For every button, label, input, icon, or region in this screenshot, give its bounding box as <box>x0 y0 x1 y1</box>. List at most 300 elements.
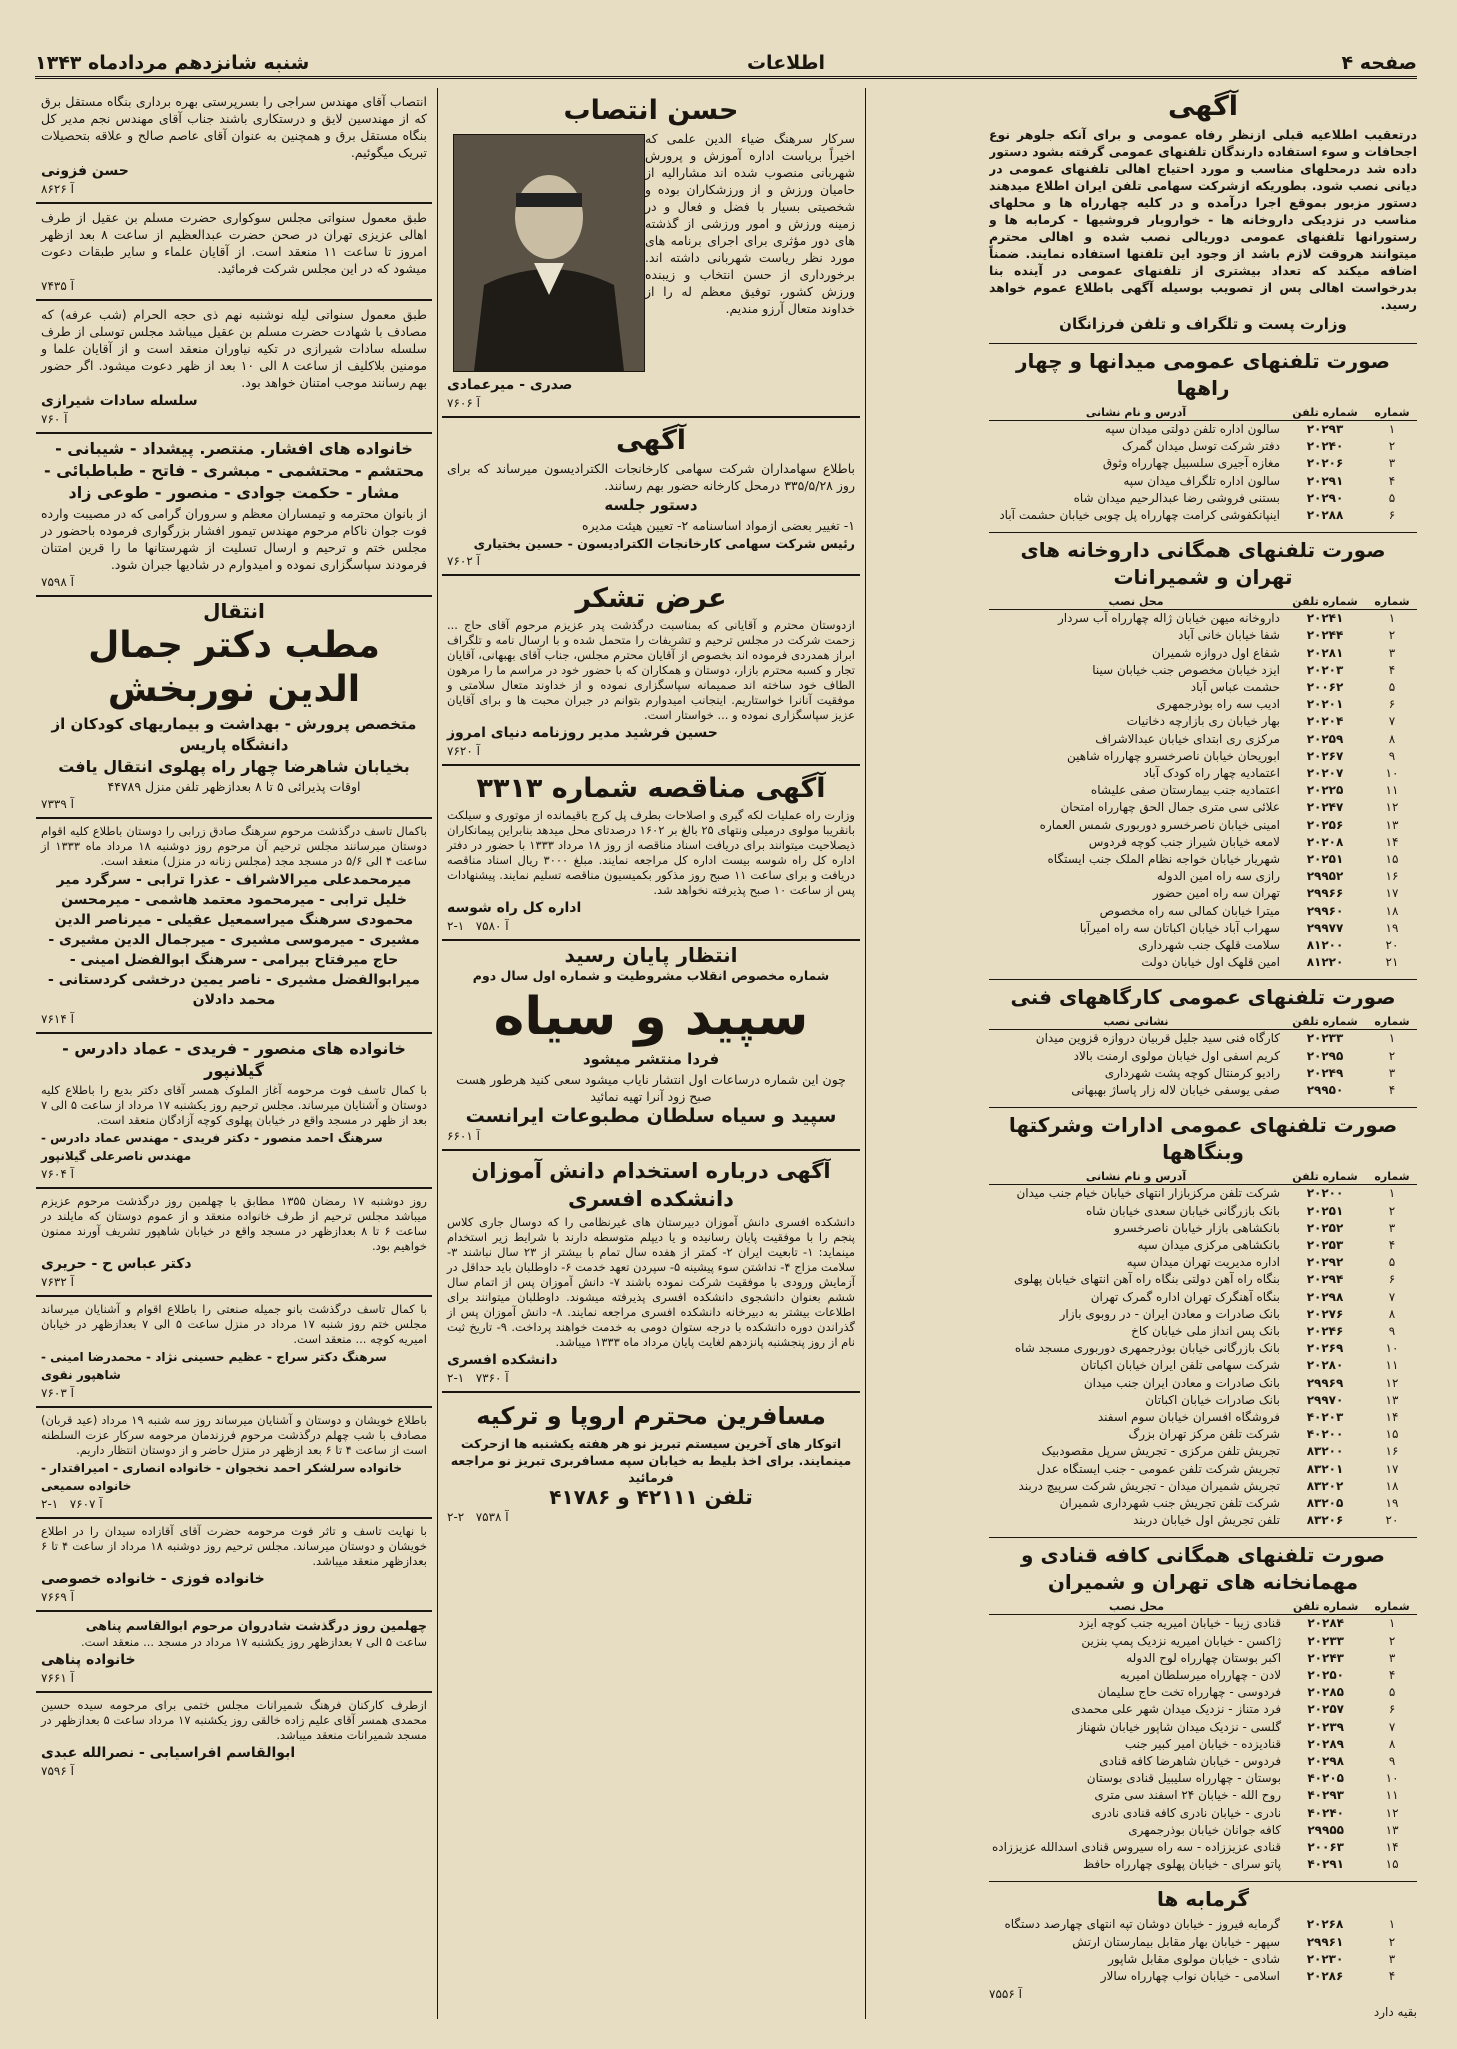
memorial-ad <box>36 819 432 1034</box>
monaqese-title: آگهی مناقصه شماره ۳۳۱۳ <box>476 773 826 804</box>
header-location: آدرس و نام نشانی <box>989 1169 1283 1185</box>
table-row <box>989 490 1417 507</box>
table-row <box>989 438 1417 455</box>
location: مرکزی ری ابتدای خیابان عبدالاشراف <box>1095 731 1280 746</box>
table-row <box>989 1633 1417 1650</box>
phone-number: ۲۹۹۵۲ <box>1306 869 1344 884</box>
phone-table <box>989 594 1417 971</box>
phone-sections <box>989 343 1417 1985</box>
table-row <box>989 1650 1417 1667</box>
notice-signature: وزارت پست و تلگراف و تلفن فرزانگان <box>1059 315 1347 333</box>
phone-number: ۲۰۲۵۹ <box>1306 731 1344 746</box>
row-number: ۲ <box>1388 1934 1396 1949</box>
table-row <box>989 1684 1417 1701</box>
b6-names: میرمحمدعلی میرالاشراف - عذرا ترابی - سرگرد میر خلیل ترابی - میرمحمود معتمد هاشمی - میرمحسن محمودی سرهنگ میراسمعیل عقیلی - میرناصر الدین مشیری - میرموسی مشیری - میرجمال الدین مشیری - حاج میرفتاح بیرامی - سرهنگ ابوالفضل امینی - میرابوالفضل مشیری - ناصر یمین درخشی کردستانی - محمد دادلان <box>48 872 420 1008</box>
b9-body: با کمال تاسف درگذشت بانو جمیله صنعتی را باطلاع اقوام و آشنایان میرساند مجلس ختم روز شنبه ۱۷ مرداد در منزل ساعت ۵ الی ۷ بعدازظهر در خیابان امیریه کوچه ... منعقد است. <box>41 1302 427 1346</box>
ad-code: آ ۷۳۳۹ <box>41 797 74 811</box>
location: رازی سه راه امین الدوله <box>1156 869 1280 884</box>
location: شرکت تلفن تجریش جنب شهرداری شمیران <box>1059 1495 1280 1510</box>
ad-code: آ ۷۵۵۶ <box>989 1987 1022 2002</box>
portrait-figure-icon <box>454 135 644 371</box>
header-phone-number: شماره تلفن <box>1284 1599 1367 1615</box>
row-number: ۶ <box>1388 697 1396 712</box>
table-row <box>989 1461 1417 1478</box>
phone-number: ۲۰۲۶۷ <box>1306 748 1344 763</box>
phone-number: ۲۰۲۵۷ <box>1307 1702 1344 1717</box>
location: امین قلهک اول خیابان دولت <box>1141 955 1280 970</box>
table-row <box>989 903 1417 920</box>
location: بانک بازرگانی خیابان سعدی خیابان شاه <box>1086 1203 1280 1218</box>
row-number: ۱۵ <box>1385 1427 1399 1442</box>
table-row <box>989 1787 1417 1804</box>
phone-number: ۸۳۲۰۲ <box>1306 1478 1344 1493</box>
phone-number: ۲۹۹۷۷ <box>1306 920 1344 935</box>
b10-body: باطلاع خویشان و دوستان و آشنایان میرساند روز سه شنبه ۱۹ مرداد (عید قربان) مصادف با شب چهلم درگذشت مرحوم فرزندمان مرحومه سرکار عزت السلطنه است از ساعت ۴ تا ۶ بعد ازظهر در منزل حاضر و از دوستان انتظار داریم. <box>41 1413 427 1457</box>
phone-number: ۲۰۲۵۲ <box>1306 1220 1344 1235</box>
location: روح الله - خیابان ۲۴ اسفند سی متری <box>1094 1788 1282 1803</box>
phone-number: ۴۰۲۰۳ <box>1306 1409 1344 1424</box>
ad-code: آ ۷۶۲۰ <box>447 744 480 758</box>
row-number: ۳ <box>1388 1065 1396 1080</box>
table-row <box>989 851 1417 868</box>
row-number: ۹ <box>1388 1323 1396 1338</box>
row-number: ۴ <box>1388 473 1396 488</box>
memorial-ad <box>36 1519 432 1612</box>
row-number: ۱۳ <box>1385 817 1399 832</box>
b5-address: بخیابان شاهرضا چهار راه پهلوی انتقال یافت <box>58 757 410 776</box>
header-phone-number: شماره تلفن <box>1283 1169 1367 1185</box>
row-number: ۱۷ <box>1385 886 1399 901</box>
phone-number: ۲۰۲۵۱ <box>1306 852 1344 867</box>
row-number: ۲ <box>1388 628 1396 643</box>
section-title: صورت تلفنهای عمومی ادارات وشرکتها وبنگاهها <box>989 1107 1417 1166</box>
table-header <box>989 1014 1417 1030</box>
location: ژاکسن - خیابان امیریه نزدیک پمپ بنزین <box>1081 1633 1282 1648</box>
phone-number: ۸۳۲۰۶ <box>1306 1513 1344 1528</box>
row-number: ۱۴ <box>1385 1409 1399 1424</box>
phone-number: ۸۱۲۰۰ <box>1306 938 1344 953</box>
phone-number: ۲۹۹۶۹ <box>1306 1375 1344 1390</box>
b11-body: با نهایت تاسف و تاثر فوت مرحومه حضرت آقای آقازاده سیدان را در اطلاع خویشان و دوستان میرساند. مجلس ترحیم روز دوشنبه ۱۸ مرداد از ساعت ۴ تا ۶ بعدازظهر منعقد میباشد. <box>41 1524 428 1568</box>
location: سلامت قلهک جنب شهرداری <box>1138 938 1280 953</box>
location: کریم اسفی اول خیابان مولوی ارمنت بالاد <box>1073 1048 1280 1063</box>
table-row <box>989 421 1417 439</box>
magazine-sub: شماره مخصوص انقلاب مشروطیت و شماره اول سال دوم <box>472 968 830 983</box>
b3-body: طبق معمول سنواتی لیله نوشنبه نهم ذی حجه الحرام (شب عرفه) که مصادف با شهادت حضرت مسلم بن عقیل میباشد مجلس توسلی از طرف سلسله سادات شیرازی در تکیه نیاوران منعقد است و از آقایان علما و مومنین بلاکلیف از ساعت ۸ الی ۱۰ بعد از ظهر دعوت میشود. اگر حضور بهم رسانند موجب امتنان خواهد بود. <box>41 307 427 390</box>
row-number: ۱۱ <box>1385 783 1399 798</box>
row-number: ۱۶ <box>1385 1444 1399 1459</box>
phone-number: ۲۰۲۹۲ <box>1306 1255 1344 1270</box>
location: حشمت عباس آباد <box>1190 680 1280 695</box>
phone-number: ۲۹۹۶۰ <box>1306 903 1344 918</box>
table-row <box>989 1306 1417 1323</box>
table-row <box>989 1822 1417 1839</box>
location: بهار خیابان ری بازارچه دخانیات <box>1126 714 1280 729</box>
table-row <box>989 1719 1417 1736</box>
b1-signature: حسن فزونی <box>41 163 129 179</box>
phone-number: ۲۰۲۳۳ <box>1306 1031 1344 1046</box>
phone-number: ۲۰۲۹۸ <box>1307 1753 1344 1768</box>
magazine-out: فردا منتشر میشود <box>582 1050 720 1068</box>
row-number: ۹ <box>1388 1753 1396 1768</box>
location: شفاع اول دروازه شمیران <box>1152 645 1280 660</box>
phone-list-column <box>989 88 1417 2019</box>
location: شادی - خیابان مولوی مقابل شاپور <box>1108 1951 1280 1966</box>
mourning-ad <box>36 301 432 434</box>
b8-body: روز دوشنبه ۱۷ رمضان ۱۳۵۵ مطابق با چهلمین روز درگذشت مرحوم عزیزم میباشد مجلس ترحیم از طرف خانواده منعقد و از عموم دوستان که مایلند در ساعت ۶ تا ۸ بعدازظهر در مسجد واقع در خیابان شاهپور تشریف آورند ممنون خواهیم بود. <box>41 1194 428 1253</box>
location: سالون اداره تلفن دولتی میدان سپه <box>1104 422 1280 436</box>
phone-number: ۲۰۲۶۹ <box>1306 1341 1344 1356</box>
congrats-ad <box>36 88 432 204</box>
row-number: ۱۵ <box>1385 852 1399 867</box>
ad-code: آ ۷۶۳۲ <box>41 1275 74 1289</box>
b11-signature: خانواده فوزی - خانواده خصوصی <box>41 1571 265 1587</box>
row-number: ۴ <box>1388 1667 1396 1682</box>
b6-body: باکمال تاسف درگذشت مرحوم سرهنگ صادق زرابی را دوستان باطلاع کلیه اقوام دوستان میرسانند مجلس ترحیم آن مرحوم روز دوشنبه ۱۸ مرداد ماه ۱۳۳۳ از ساعت ۴ الی ۵/۶ در مسجد مجد (مجلس زنانه در منزل) منعقد است. <box>41 824 427 868</box>
phone-number: ۲۰۲۰۳ <box>1306 662 1344 677</box>
table-header <box>989 1599 1417 1615</box>
phone-number: ۲۰۲۰۸ <box>1306 834 1344 849</box>
row-number: ۷ <box>1388 714 1396 729</box>
row-number: ۸ <box>1388 1736 1396 1751</box>
middle-column <box>442 88 860 2019</box>
b9-signature: سرهنگ دکتر سراج - عظیم حسینی نژاد - محمدرضا امینی - شاهپور نقوی <box>41 1350 387 1382</box>
row-number: ۱۳ <box>1385 1392 1399 1407</box>
location: گلسی - نزدیک میدان شاپور خیابان شهناز <box>1077 1719 1282 1734</box>
monaqese-body: وزارت راه عملیات لکه گیری و اصلاحات بطرف پل کرج باقیمانده از موتوری و سیلکت بانقریبا مولوی درمیلی ونتهای ۲۵ بالغ بر ۱۶۰۲ درصدتای محل میدهد بنابراین پیمانکاران ذیصلاحیت میتوانند برای دریافت اسناد مناقصه از روز ۱۸ مرداد ۱۳۳۳ با حضور در دفتر اداره کل راه شوسه بیست اداره کل مراجعه نمایند. مبلغ ۳۰۰۰ ریال اسناد مناقصه دریافت و برای ساعت ۱۱ صبح روز مذکور بکمیسیون مناقصه تسلیم نمایند. پیشنهادات پس از ساعت ۱۰ صبح پذیرفته نخواهد شد. <box>447 808 856 897</box>
location: بانک صادرات و معادن ایران جنب میدان <box>1083 1375 1280 1390</box>
table-row <box>989 1426 1417 1443</box>
daneshkade-body: دانشکده افسری دانش آموزان دبیرستان های غیرنظامی را که دوسال جاری کلاس پنجم را با موفقیت پایان رسانیده و یا دیپلم متوسطه دارند با شرایط زیر استخدام مینماید: ۱- تابعیت ایران ۲- کمتر از هفده سال تمام با بیشتر از ۲۳ سال نباشند ۳- سلامت مزاج ۴- نداشتن سوء پیشینه ۵- سپردن تعهد خدمت ۶- داوطلبان باید حداقل در آزمایش ورودی با موفقیت شرکت نموده باشند ۷- دانش آموزان پس از اتمام سال ششم بعنوان دانشجوی دانشکده افسری پذیرفته میشوند. داوطلبان میتوانند برای اطلاعات بیشتر به دبیرخانه دانشکده افسری مراجعه نمایند. ۸- دانش آموزان پس از گذراندن دوره دانشکده با درجه ستوان دومی به خدمت خواهند پرداخت. ۹- تاریخ ثبت نام از روز پنجشنبه پانزدهم لغایت پایان مرداد ماه ۱۳۳۳ میباشد. <box>447 1215 856 1349</box>
header-row-number: شماره <box>1367 405 1417 421</box>
header-location: آدرس و نام نشانی <box>989 405 1283 421</box>
location: اینپانکفوشی کرامت چهارراه پل چوبی خیابان حشمت آباد <box>999 508 1280 523</box>
row-number: ۱۱ <box>1385 1358 1399 1373</box>
ad-code: آ ۷۶۱۴ <box>41 1012 74 1026</box>
table-row <box>989 1409 1417 1426</box>
ad-code: آ ۷۶۰۲ <box>447 554 480 568</box>
table-row <box>989 1323 1417 1340</box>
page-number: صفحه ۴ <box>1341 52 1417 74</box>
location: رادیو کرمنتال کوچه پشت شهرداری <box>1104 1065 1280 1080</box>
phone-number: ۲۰۰۶۳ <box>1307 1840 1344 1854</box>
location: مغازه آجیری سلسبیل چهارراه وثوق <box>1102 456 1280 471</box>
location: ادیب سه راه بوذرجمهری <box>1156 697 1280 712</box>
tashakor-signature: حسین فرشید مدیر روزنامه دنیای امروز <box>447 725 718 741</box>
header-phone-number: شماره تلفن <box>1283 1014 1367 1030</box>
ad-code-main: آ ۷۳۶۰ <box>475 1371 509 1385</box>
ad-code-part: ۱-۲ <box>41 1497 59 1511</box>
row-number: ۵ <box>1388 680 1396 695</box>
row-number: ۱ <box>1388 1186 1396 1201</box>
row-number: ۱۳ <box>1385 1822 1399 1837</box>
table-row <box>989 1951 1417 1968</box>
row-number: ۱۷ <box>1385 1461 1399 1476</box>
table-row <box>989 1934 1417 1951</box>
location: اعتمادیه چهار راه کودک آباد <box>1143 766 1280 781</box>
location: بانک صادرات و معادن ایران - در روبوی بازار <box>1059 1306 1280 1321</box>
phone-number: ۴۰۲۰۵ <box>1307 1771 1344 1786</box>
phone-number: ۲۰۲۵۶ <box>1306 817 1344 832</box>
phone-number: ۲۰۲۶۸ <box>1306 1917 1344 1932</box>
location: فردوسی - چهارراه تخت حاج سلیمان <box>1097 1685 1282 1700</box>
row-number: ۶ <box>1388 1272 1396 1287</box>
phone-table <box>989 1599 1417 1873</box>
table-header <box>989 405 1417 421</box>
ad-code: آ ۷۶۰۴ <box>41 1167 74 1181</box>
location: اسلامی - خیابان نواب چهارراه سالار <box>1100 1969 1280 1984</box>
table-row <box>989 1495 1417 1512</box>
ad-code: آ ۷۵۹۸ <box>41 575 74 589</box>
row-number: ۳ <box>1388 1951 1396 1966</box>
phone-number: ۲۰۲۴۴ <box>1306 628 1344 643</box>
header-location: نشانی نصب <box>989 1014 1283 1030</box>
table-row <box>989 1289 1417 1306</box>
ad-code-part: ۱-۲ <box>447 919 465 933</box>
location: سهراب آباد خیابان اکباتان سه راه امیرآبا <box>1079 920 1280 935</box>
b2-body: طبق معمول سنواتی مجلس سوکواری حضرت مسلم بن عقیل از طرف اهالی عزیزی تهران در صحن حضرت عبدالعظیم از ساعت ۸ بعد ازظهر امروز تا ساعت ۱۱ منعقد است. از آقایان علماء و سایر طبقات دعوت میشود که در این مجلس شرکت فرمائید. <box>41 210 428 276</box>
b5-sub: متخصص پرورش - بهداشت و بیماریهای کودکان از دانشگاه پاریس <box>51 715 417 754</box>
row-number: ۲ <box>1388 439 1396 454</box>
location: میترا خیابان کمالی سه راه مخصوص <box>1099 903 1280 918</box>
ad-code: آ ۷۶۶۱ <box>41 1671 74 1685</box>
b4-names: خانواده های افشار. منتصر. پیشداد - شیبانی - محتشم - محتشمی - مبشری - فاتح - طباطبائی - مشار - حکمت جوادی - منصور - طوعی زاد <box>43 439 425 502</box>
ad-code <box>447 919 855 933</box>
table-row <box>989 1254 1417 1271</box>
phone-number: ۲۰۲۹۳ <box>1306 422 1344 436</box>
location: اعتمادیه جنب بیمارستان صفی علیشاه <box>1090 783 1280 798</box>
paper-name: اطلاعات <box>746 52 826 74</box>
table-row <box>989 455 1417 472</box>
location: بانک پس انداز ملی خیابان کاخ <box>1131 1323 1280 1338</box>
phone-number: ۲۰۲۲۵ <box>1306 783 1344 798</box>
b12-body: ساعت ۵ الی ۷ بعدازظهر روز یکشنبه ۱۷ مرداد در مسجد ... منعقد است. <box>80 1635 427 1649</box>
table-row <box>989 1220 1417 1237</box>
b4-body: از بانوان محترمه و تیمساران معظم و سروران گرامی که در مصیبت وارده فوت جوان ناکام مرحوم مهندس تیمور افشار بزرگواری فرموده باحضور در مجلس ختم و ترحیم و ارسال تسلیت از شهرستانها ما را قرین امتنان فرمودند سپاسگزاری نموده و امیدوارم در شادیها جبران شود. <box>41 506 427 572</box>
phone-number: ۸۱۲۲۰ <box>1306 955 1344 970</box>
b5-pre: انتقال <box>203 599 265 623</box>
mourning-ad <box>36 204 432 301</box>
table-row <box>989 782 1417 799</box>
location: اداره مدیریت تهران میدان سپه <box>1126 1255 1280 1270</box>
ad-code <box>41 1497 427 1511</box>
location: تهران سه راه امین حضور <box>1152 886 1280 901</box>
column-rule <box>865 88 866 2019</box>
location: فرد متناز - نزدیک میدان شهر علی محمدی <box>1071 1702 1282 1717</box>
phone-number: ۲۰۲۰۱ <box>1306 697 1344 712</box>
table-row <box>989 713 1417 730</box>
left-column <box>36 88 432 2019</box>
row-number: ۲ <box>1388 1203 1396 1218</box>
row-number: ۴ <box>1388 1083 1396 1098</box>
location: تجریش شرکت تلفن عمومی - جنب ایستگاه عدل <box>1036 1461 1280 1476</box>
daneshkade-signature: دانشکده افسری <box>447 1352 558 1368</box>
agahi-signature: رئیس شرکت سهامی کارخانجات الکترادیسون - حسین بختیاری <box>473 536 855 551</box>
row-number: ۵ <box>1388 1685 1396 1700</box>
row-number: ۱۹ <box>1385 920 1399 935</box>
memorial-ad <box>36 1189 432 1297</box>
location: تجریش تلفن مرکزی - تجریش سرپل مقصودبیک <box>1041 1444 1280 1459</box>
phone-number: ۲۰۰۶۲ <box>1306 680 1344 695</box>
ad-code: آ ۷۶۰۶ <box>447 396 480 410</box>
agahi-title: آگهی <box>615 425 687 456</box>
ad-code-main: آ ۷۵۸۰ <box>475 919 509 933</box>
section-title: صورت تلفنهای همگانی کافه قنادی و مهمانخانه های تهران و شمیران <box>989 1537 1417 1596</box>
table-row <box>989 834 1417 851</box>
row-number: ۶ <box>1388 1702 1396 1717</box>
ad-code <box>447 1371 855 1385</box>
table-row <box>989 731 1417 748</box>
location: سپهر - خیابان بهار مقابل بیمارستان ارتش <box>1072 1934 1280 1949</box>
row-number: ۱۹ <box>1385 1495 1399 1510</box>
row-number: ۱۸ <box>1385 903 1399 918</box>
phone-number: ۲۰۲۹۱ <box>1306 473 1344 488</box>
location: لامعه خیابان شیراز جنب کوچه فردوس <box>1088 834 1280 849</box>
row-number: ۱۸ <box>1385 1478 1399 1493</box>
location: پاتو سرای - خیابان پهلوی چهارراه حافظ <box>1082 1857 1282 1872</box>
continued-note: بقیه دارد <box>1373 2005 1417 2019</box>
table-row <box>989 1701 1417 1718</box>
phone-number: ۲۰۲۳۳ <box>1307 1633 1344 1648</box>
location: بانک بازرگانی خیابان بوذرجمهری دوربوری مسجد شاه <box>1014 1341 1280 1356</box>
notice-body: درتعقیب اطلاعیه قبلی ازنظر رفاه عمومی و برای آنکه جلوهر نوع اجحافات و سوء استفاده دارندگان تلفنهای عمومی گرفته بشود دستور داده شد درمحلهای مناسب و مورد احتیاج اهالی تلفنهای عمومی در دیانی نصب شود. بطوریکه ازشرکت سهامی تلفن ایران اطلاع میدهند دستور مزبور بموقع اجرا درآمده و در کلیه چهارراه ها و محلهای مناسب در نزدیکی داروخانه ها - خواروبار فروشیها - کرمابه ها و رستورانها تلفنهای عمومی دوریالی نصب شده و اهالی محترم میتوانند هروقت لازم باشد از وجود این تلفنها استفاده نمایند. ضمناً اضافه میکند که تعداد بیشتری از تلفنهای عمومی در آینده بنا بدرخواست اهالی پس از تصویب بوسیله آگهی باطلاع عموم خواهد رسید. <box>989 127 1417 312</box>
ad-code: آ ۷۴۳۵ <box>41 279 74 293</box>
phone-number: ۲۹۹۶۱ <box>1306 1934 1344 1949</box>
row-number: ۱ <box>1388 1917 1396 1932</box>
table-row <box>989 1770 1417 1787</box>
phone-number: ۸۳۲۰۰ <box>1306 1444 1344 1459</box>
header-phone-number: شماره تلفن <box>1283 405 1367 421</box>
table-row <box>989 1968 1417 1985</box>
location: ابوریحان خیابان ناصرخسرو چهارراه شاهین <box>1067 748 1280 763</box>
monaqese-signature: اداره کل راه شوسه <box>447 900 582 916</box>
row-number: ۱ <box>1388 1031 1396 1046</box>
phone-number: ۲۰۲۰۷ <box>1306 766 1344 781</box>
phone-number: ۲۰۲۰۶ <box>1306 456 1344 471</box>
location: بانکشاهی مرکزی میدان سپه <box>1137 1237 1280 1252</box>
phone-number: ۲۰۲۴۷ <box>1306 800 1344 815</box>
location: صفی یوسفی خیابان لاله زار پاساژ بهبهانی <box>1071 1083 1280 1098</box>
section-title: صورت تلفنهای عمومی میدانها و چهار راهها <box>989 343 1417 402</box>
table-row <box>989 1805 1417 1822</box>
memorial-ad <box>36 1408 432 1519</box>
b3-signature: سلسله سادات شیرازی <box>41 393 198 409</box>
b13-signature: ابوالقاسم افراسیابی - نصرالله عبدی <box>41 1745 296 1761</box>
table-row <box>989 645 1417 662</box>
table-row <box>989 507 1417 524</box>
b8-signature: دکتر عباس ح - حریری <box>41 1256 192 1272</box>
phone-number: ۲۰۲۸۵ <box>1307 1685 1344 1700</box>
magazine-ad <box>442 941 860 1151</box>
phone-number: ۲۰۲۸۶ <box>1306 1969 1344 1984</box>
phone-number: ۲۹۹۶۶ <box>1306 886 1344 901</box>
row-number: ۱ <box>1388 611 1396 626</box>
location: شرکت تلفن مرکزبازار انتهای خیابان خیام جنب میدان <box>1016 1186 1280 1201</box>
phone-number: ۲۹۹۵۵ <box>1307 1822 1344 1837</box>
phone-number: ۲۰۲۴۶ <box>1306 1323 1344 1338</box>
families-thanks-ad <box>36 434 432 597</box>
row-number: ۲ <box>1388 1048 1396 1063</box>
phone-number: ۲۰۲۴۹ <box>1306 1065 1344 1080</box>
ad-code-main: آ ۷۶۰۷ <box>69 1497 103 1511</box>
table-row <box>989 1185 1417 1203</box>
row-number: ۱۲ <box>1385 1805 1399 1820</box>
location: قنادیزده - خیابان امیر کبیر جنب <box>1124 1736 1282 1751</box>
location: قنادی زیبا - خیابان امیریه جنب کوچه ایزد <box>1078 1616 1282 1631</box>
location: سالون اداره تلگراف میدان سپه <box>1123 473 1280 488</box>
shareholders-ad <box>442 418 860 576</box>
travel-ad <box>442 1393 860 1530</box>
row-number: ۱۲ <box>1385 1375 1399 1390</box>
row-number: ۴ <box>1388 1969 1396 1984</box>
row-number: ۹ <box>1388 748 1396 763</box>
phone-number: ۲۰۲۸۹ <box>1307 1736 1344 1751</box>
row-number: ۱ <box>1388 1616 1396 1631</box>
location: تجریش شمیران میدان - تجریش شرکت سرپیچ دربند <box>1018 1478 1280 1493</box>
location: گرمابه فیروز - خیابان دوشان تپه انتهای چهارصد دستگاه <box>1004 1917 1280 1932</box>
ad-code: آ ۶۶۰۱ <box>447 1129 480 1143</box>
location: شرکت تلفن مرکز تهران بزرگ <box>1128 1427 1280 1442</box>
phone-number: ۲۰۲۹۴ <box>1306 1272 1344 1287</box>
page-date: شنبه شانزدهم مردادماه ۱۳۴۳ <box>35 52 310 74</box>
travel-body: اتوکار های آخرین سیستم تبریز نو هر هفته یکشنبه ها ازحرکت مینمایند. برای اخذ بلیط به خیابان سپه مسافربری تبریز نو مراجعه فرمائید <box>450 1436 852 1485</box>
notice-title: آگهی <box>1167 91 1239 122</box>
phone-number: ۲۹۹۵۰ <box>1306 1083 1344 1098</box>
b10-signature: خانواده سرلشکر احمد نخجوان - خانواده انصاری - امیراقتدار - خانواده سمیعی <box>41 1461 403 1493</box>
location: شرکت سهامی تلفن ایران خیابان اکباتان <box>1080 1358 1280 1373</box>
phone-number: ۲۰۲۵۳ <box>1306 1237 1344 1252</box>
row-number: ۱۲ <box>1385 800 1399 815</box>
intisab-title: حسن انتصاب <box>563 95 739 126</box>
phone-number: ۲۰۲۳۰ <box>1306 1951 1344 1966</box>
row-number: ۱۴ <box>1385 1840 1399 1854</box>
row-number: ۱۰ <box>1385 766 1399 781</box>
location: شفا خیابان خانی آباد <box>1178 628 1280 643</box>
location: امینی خیابان ناصرخسرو دوربوری شمس العماره <box>1039 817 1280 832</box>
b12-title: چهلمین روز درگذشت شادروان مرحوم ابوالقاسم پناهی <box>85 1618 427 1633</box>
table-row <box>989 696 1417 713</box>
location: بانکشاهی بازار خیابان ناصرخسرو <box>1114 1220 1280 1235</box>
agahi-items: ۱- تغییر بعضی ازمواد اساسنامه ۲- تعیین هیئت مدیره <box>581 518 855 533</box>
ad-code: آ ۷۵۹۶ <box>41 1764 74 1778</box>
magazine-signature: سپید و سیاه سلطان مطبوعات ایرانست <box>465 1105 837 1127</box>
column-rule <box>437 88 438 2019</box>
table-row <box>989 765 1417 782</box>
b13-body: ازطرف کارکنان فرهنگ شمیرانات مجلس ختمی برای مرحومه سیده حسین محمدی همسر آقای علیم زاده خالقی روز یکشنبه ۱۷ مرداد ساعت ۵ بعدازظهر در مسجد شمیرانات منعقد میباشد. <box>41 1698 428 1742</box>
table-row <box>989 662 1417 679</box>
location: دفتر شرکت توسل میدان گمرک <box>1122 439 1280 454</box>
phone-number: ۲۰۲۴۱ <box>1306 611 1344 626</box>
table-row <box>989 473 1417 490</box>
row-number: ۱۴ <box>1385 834 1399 849</box>
magazine-body: چون این شماره درساعات اول انتشار نایاب میشود سعی کنید هرطور هست صبح زود آنرا تهیه نمائید <box>456 1072 846 1104</box>
phone-number: ۴۰۲۹۱ <box>1307 1857 1344 1872</box>
row-number: ۵ <box>1388 1255 1396 1270</box>
location: لادن - چهارراه میرسلطان امیریه <box>1119 1667 1282 1682</box>
table-row <box>989 1271 1417 1288</box>
table-row <box>989 817 1417 834</box>
header-row-number: شماره <box>1367 594 1417 610</box>
phone-number: ۸۳۲۰۵ <box>1306 1495 1344 1510</box>
travel-title: مسافرین محترم اروپا و ترکیه <box>476 1402 826 1430</box>
table-row <box>989 1615 1417 1633</box>
location: فروشگاه افسران خیابان سوم اسفند <box>1097 1409 1280 1424</box>
table-header <box>989 1169 1417 1185</box>
row-number: ۱۰ <box>1385 1341 1399 1356</box>
row-number: ۲۱ <box>1385 955 1399 970</box>
phone-number: ۲۰۲۰۴ <box>1306 714 1344 729</box>
b7-signature: سرهنگ احمد منصور - دکتر فریدی - مهندس عماد دادرس - مهندس ناصرعلی گیلانپور <box>41 1131 383 1163</box>
